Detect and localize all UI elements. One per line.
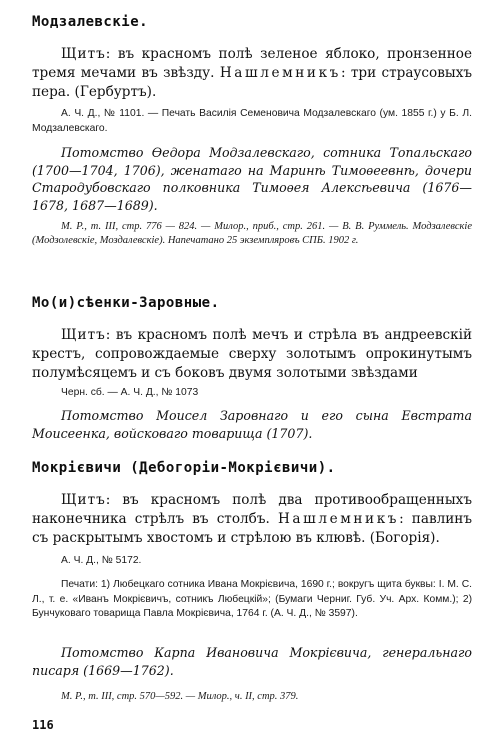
lineage-text: Потомство Моисел Заровнаго и его сына Евстрата Моисеенка, войсковаго товарища (1707). <box>32 408 472 441</box>
shield-label: Щитъ <box>61 46 106 62</box>
shield-label: Щитъ <box>61 327 106 343</box>
crest-label: Нашлемникъ <box>277 511 400 527</box>
crest-text: : павлинъ съ раскрытымъ хвостомъ и стрѣлою въ клювѣ. (Богорія). <box>32 511 473 546</box>
entry-title: Мокрієвичи (Дебогоріи-Мокрієвичи). <box>32 460 336 476</box>
shield-text: : въ красномъ полѣ зеленое яблоко, пронзенное тремя мечами въ звѣзду. <box>32 46 472 81</box>
shield-text: : въ красномъ полѣ мечъ и стрѣла въ андреевскій крестъ, сопровождаемые сверху золотымъ опрокинутымъ полумѣсяцемъ и съ боковъ двумя золотыми звѣздами <box>32 327 472 381</box>
crest-text: : три страусовыхъ пера. (Гербуртъ). <box>32 65 473 100</box>
shield-description <box>32 326 472 383</box>
page-number: 116 <box>32 718 54 732</box>
shield-label: Щитъ <box>61 492 106 508</box>
lineage-text: Потомство Ѳедора Модзалевскаго, сотника Топальскаго (1700—1704, 1706), женатаго на Маринѣ Тимоѳеевнѣ, дочери Стародубовскаго полковника Тимоѳея Алексѣевича (1676—1678, 1687—1689). <box>32 145 472 213</box>
entry-title: Модзалевскіе. <box>32 14 149 30</box>
references: М. Р., т. III, стр. 776 — 824. — Милор., приб., стр. 261. — В. В. Руммель. Модзалевскіе (Модзолевскіе, Моздалевскіе). Напечатано 25 экземпляровъ СПБ. 1902 г. <box>32 221 472 246</box>
source-note: А. Ч. Д., № 5172. <box>61 555 142 566</box>
seals-note: Печати: 1) Любецкаго сотника Ивана Мокрієвича, 1690 г.; вокругъ щита буквы: І. М. С. Л., т. е. «Иванъ Мокрієвичъ, сотникъ Любецкій»; (Бумаги Черниг. Губ. Уч. Арх. Комм.); 2) Бунчуковаго товарища Павла Мокрієвича, 1764 г. (А. Ч. Д., № 3597). <box>32 579 472 619</box>
entry-title: Мо(и)сѣенки-Заровные. <box>32 295 220 311</box>
shield-description <box>32 491 472 548</box>
lineage-text: Потомство Карпа Ивановича Мокрієвича, генеральнаго писаря (1669—1762). <box>32 645 472 678</box>
source-note: А. Ч. Д., № 1101. — Печать Василія Семеновича Модзалевскаго (ум. 1855 г.) у Б. Л. Модзалевскаго. <box>32 108 472 134</box>
crest-label: Нашлемникъ <box>219 65 341 81</box>
shield-description <box>32 45 472 102</box>
shield-text: : въ красномъ полѣ два противообращенныхъ наконечника стрѣлъ въ столбъ. <box>32 492 472 527</box>
source-note: Черн. сб. — А. Ч. Д., № 1073 <box>61 387 199 398</box>
references: М. Р., т. III, стр. 570—592. — Милор., ч. II, стр. 379. <box>61 691 299 702</box>
